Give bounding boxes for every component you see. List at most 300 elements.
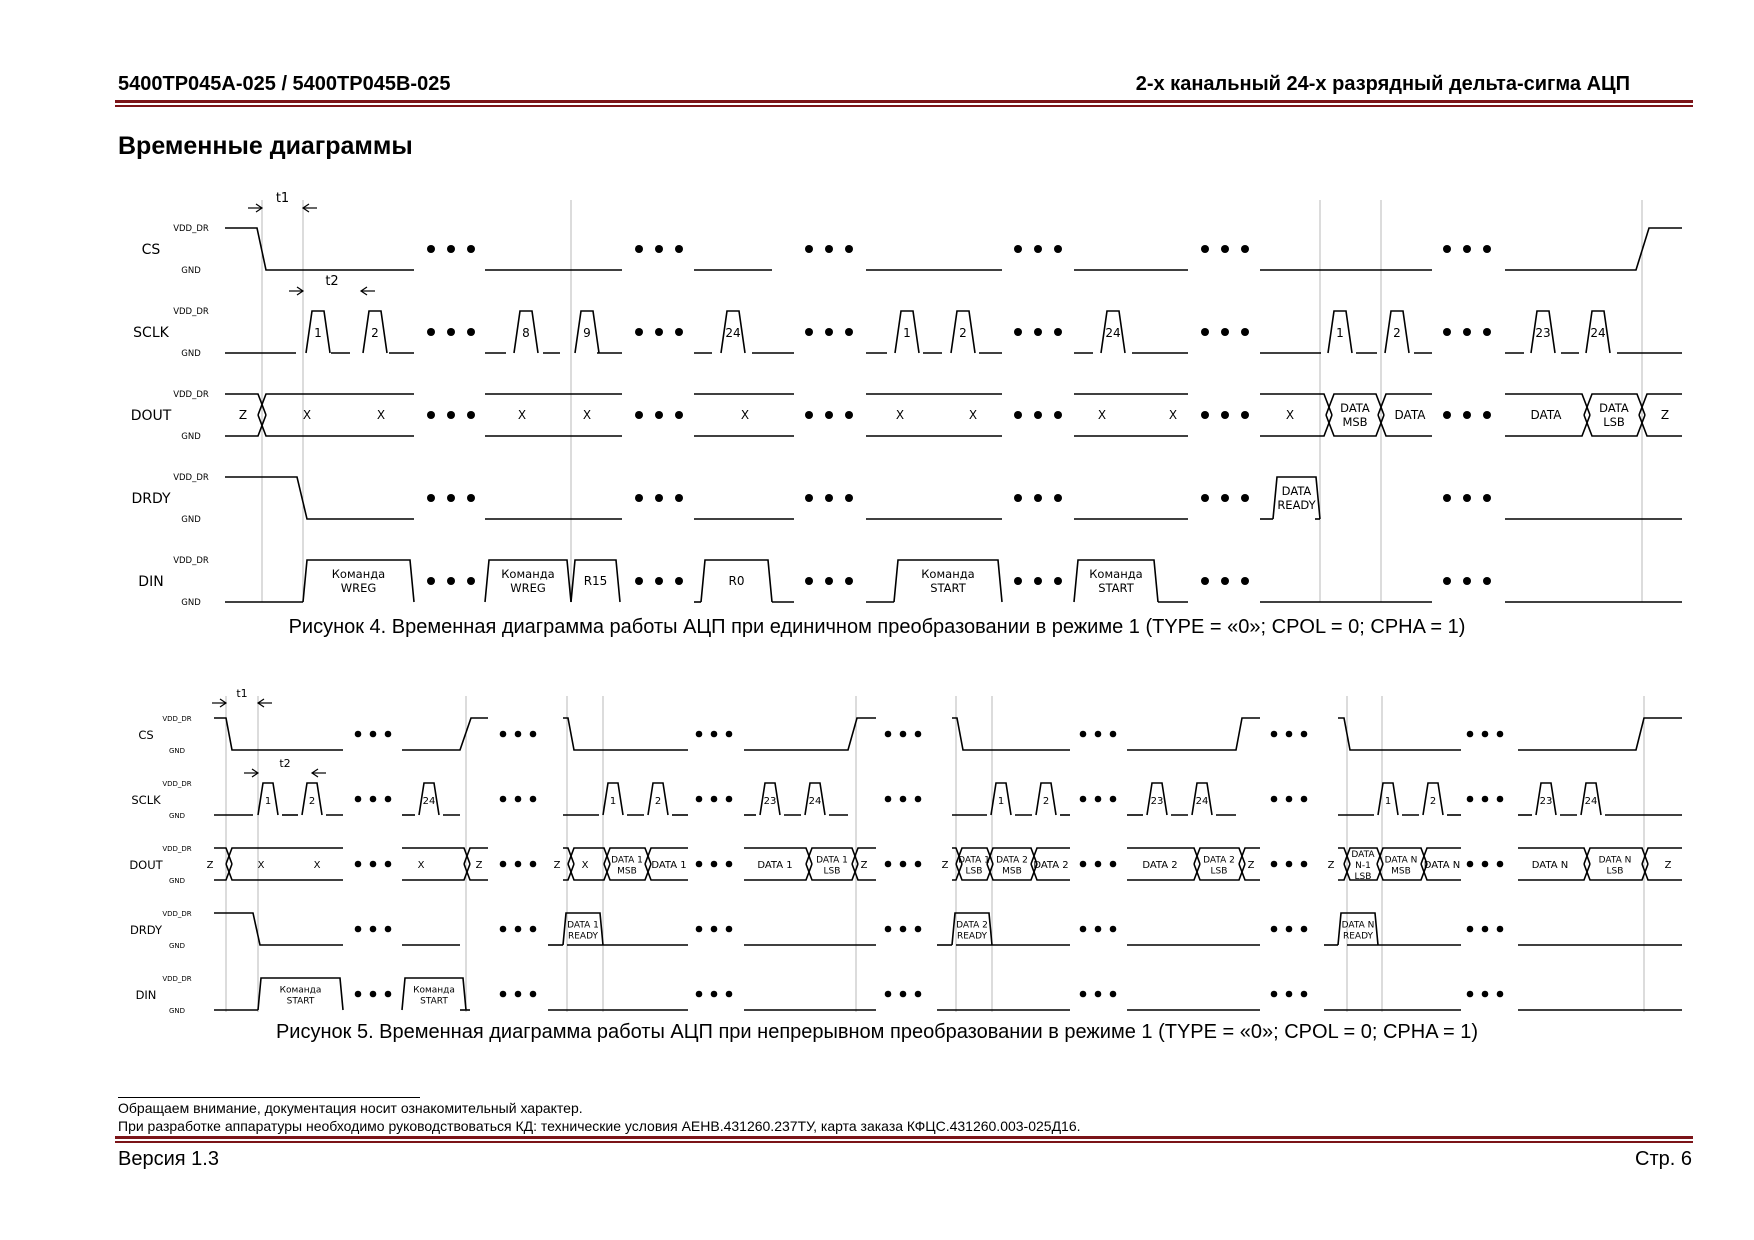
continuation-dot bbox=[1482, 796, 1489, 803]
continuation-dot bbox=[825, 577, 833, 585]
timing-diagram-figure-5 bbox=[0, 686, 1754, 1016]
continuation-dot bbox=[1286, 731, 1293, 738]
waveform-cs bbox=[563, 718, 688, 750]
continuation-dot bbox=[726, 926, 733, 933]
sclk-pulse-label: 2 bbox=[1393, 326, 1401, 340]
header-rule-thin bbox=[115, 105, 1693, 107]
rail-label-gnd: GND bbox=[168, 812, 186, 820]
doc-title: 2-х канальный 24-х разрядный дельта-сигма АЦП bbox=[1135, 73, 1630, 95]
timing-label-t1: t1 bbox=[275, 191, 290, 206]
footnote-line-1: Обращаем внимание, документация носит ознакомительный характер. bbox=[118, 1100, 583, 1116]
sclk-pulse-label: 9 bbox=[583, 326, 591, 340]
dout-value: X bbox=[582, 408, 592, 422]
continuation-dot bbox=[1443, 245, 1451, 253]
figure-5-caption: Рисунок 5. Временная диаграмма работы АЦП при непрерывном преобразовании в режиме 1 (TYPE = «0»; CPOL = 0; CPHA = 1) bbox=[275, 1021, 1479, 1043]
continuation-dot bbox=[447, 245, 455, 253]
rail-label-vdd: VDD_DR bbox=[173, 556, 209, 566]
waveform-cs bbox=[402, 718, 488, 750]
dout-bus-bottom bbox=[226, 864, 343, 880]
dout-value: DATA bbox=[1599, 401, 1629, 415]
continuation-dot bbox=[1482, 926, 1489, 933]
rail-label-vdd: VDD_DR bbox=[162, 975, 192, 983]
continuation-dot bbox=[1054, 411, 1062, 419]
continuation-dot bbox=[900, 861, 907, 868]
continuation-dot bbox=[370, 796, 377, 803]
footnote-rule bbox=[118, 1097, 420, 1098]
dout-bus-top bbox=[402, 848, 470, 864]
signal-name-cs: CS bbox=[141, 242, 161, 258]
continuation-dot bbox=[1014, 577, 1022, 585]
continuation-dot bbox=[515, 861, 522, 868]
dout-value: X bbox=[968, 408, 978, 422]
continuation-dot bbox=[515, 926, 522, 933]
dout-value: DATA N bbox=[1531, 860, 1569, 871]
sclk-pulse-label: 1 bbox=[1336, 326, 1344, 340]
continuation-dot bbox=[1497, 731, 1504, 738]
continuation-dot bbox=[1482, 991, 1489, 998]
continuation-dot bbox=[1201, 328, 1209, 336]
rail-label-vdd: VDD_DR bbox=[162, 910, 192, 918]
din-label: Команда bbox=[279, 985, 322, 996]
dout-value: DATA 1 bbox=[816, 855, 848, 866]
sclk-pulse-label: 23 bbox=[1535, 326, 1551, 340]
dout-bus-top bbox=[1260, 394, 1332, 415]
continuation-dot bbox=[1241, 411, 1249, 419]
continuation-dot bbox=[711, 731, 718, 738]
continuation-dot bbox=[845, 328, 853, 336]
dout-value: DATA N bbox=[1384, 855, 1418, 866]
dout-value: Z bbox=[206, 860, 214, 871]
dout-value: DATA 1 bbox=[651, 860, 687, 871]
continuation-dot bbox=[655, 494, 663, 502]
signal-name-drdy: DRDY bbox=[131, 491, 171, 507]
continuation-dot bbox=[900, 796, 907, 803]
continuation-dot bbox=[1271, 861, 1278, 868]
continuation-dot bbox=[1241, 577, 1249, 585]
continuation-dot bbox=[675, 411, 683, 419]
doc-version: Версия 1.3 bbox=[118, 1148, 219, 1170]
dout-value: LSB bbox=[823, 866, 841, 877]
dout-value: Z bbox=[553, 860, 561, 871]
continuation-dot bbox=[885, 991, 892, 998]
continuation-dot bbox=[825, 245, 833, 253]
continuation-dot bbox=[1286, 991, 1293, 998]
continuation-dot bbox=[1034, 328, 1042, 336]
dout-bus-bottom bbox=[402, 864, 470, 880]
dout-bus-bottom bbox=[258, 415, 414, 436]
waveform-cs bbox=[952, 718, 1070, 750]
continuation-dot bbox=[1221, 411, 1229, 419]
sclk-pulse-label: 24 bbox=[1105, 326, 1121, 340]
continuation-dot bbox=[500, 861, 507, 868]
sclk-pulse-label: 24 bbox=[1584, 796, 1598, 807]
rail-label-gnd: GND bbox=[181, 266, 201, 276]
continuation-dot bbox=[885, 731, 892, 738]
continuation-dot bbox=[355, 991, 362, 998]
continuation-dot bbox=[805, 494, 813, 502]
continuation-dot bbox=[825, 411, 833, 419]
continuation-dot bbox=[711, 861, 718, 868]
dout-value: DATA bbox=[1530, 408, 1562, 422]
dout-value: X bbox=[517, 408, 527, 422]
continuation-dot bbox=[500, 926, 507, 933]
continuation-dot bbox=[900, 991, 907, 998]
continuation-dot bbox=[805, 245, 813, 253]
waveform-cs bbox=[1338, 718, 1461, 750]
dout-value: X bbox=[1285, 408, 1295, 422]
continuation-dot bbox=[1463, 245, 1471, 253]
continuation-dot bbox=[1463, 494, 1471, 502]
sclk-pulse-label: 2 bbox=[1429, 796, 1437, 807]
continuation-dot bbox=[675, 328, 683, 336]
continuation-dot bbox=[515, 991, 522, 998]
continuation-dot bbox=[1271, 796, 1278, 803]
drdy-label: DATA 1 bbox=[567, 920, 599, 931]
dout-bus-top bbox=[1642, 848, 1682, 864]
dout-value: DATA 2 bbox=[1203, 855, 1235, 866]
continuation-dot bbox=[1286, 796, 1293, 803]
continuation-dot bbox=[1301, 926, 1308, 933]
continuation-dot bbox=[515, 731, 522, 738]
continuation-dot bbox=[1221, 328, 1229, 336]
dout-value: MSB bbox=[1391, 866, 1411, 877]
continuation-dot bbox=[1497, 926, 1504, 933]
continuation-dot bbox=[711, 796, 718, 803]
timing-diagram-figure-4 bbox=[0, 180, 1754, 620]
sclk-pulse-label: 24 bbox=[1195, 796, 1209, 807]
continuation-dot bbox=[1482, 731, 1489, 738]
continuation-dot bbox=[726, 991, 733, 998]
sclk-pulse-label: 24 bbox=[725, 326, 741, 340]
dout-value: LSB bbox=[1210, 866, 1228, 877]
continuation-dot bbox=[1080, 861, 1087, 868]
dout-value: X bbox=[1097, 408, 1107, 422]
continuation-dot bbox=[635, 577, 643, 585]
continuation-dot bbox=[845, 245, 853, 253]
footnote-line-2: При разработке аппаратуры необходимо руководствоваться КД: технические условия АЕНВ.431260.237ТУ, карта заказа КФЦС.431260.003-025Д16. bbox=[118, 1118, 1081, 1134]
dout-value: X bbox=[376, 408, 386, 422]
continuation-dot bbox=[1443, 494, 1451, 502]
dout-value: DATA 1 bbox=[757, 860, 793, 871]
drdy-label: READY bbox=[567, 931, 599, 942]
rail-label-vdd: VDD_DR bbox=[173, 473, 209, 483]
dout-value: Z bbox=[1660, 408, 1670, 422]
dout-value: N-1 bbox=[1355, 861, 1371, 871]
din-label: WREG bbox=[510, 581, 546, 595]
continuation-dot bbox=[1286, 926, 1293, 933]
din-label: Команда bbox=[413, 985, 455, 996]
drdy-label: DATA bbox=[1281, 484, 1312, 498]
drdy-label: READY bbox=[1342, 931, 1374, 942]
continuation-dot bbox=[1483, 245, 1491, 253]
dout-bus-top bbox=[568, 848, 610, 864]
dout-value: X bbox=[417, 860, 425, 871]
continuation-dot bbox=[1054, 577, 1062, 585]
dout-value: X bbox=[302, 408, 312, 422]
continuation-dot bbox=[1034, 577, 1042, 585]
continuation-dot bbox=[1080, 926, 1087, 933]
continuation-dot bbox=[427, 577, 435, 585]
dout-value: X bbox=[581, 860, 589, 871]
continuation-dot bbox=[915, 796, 922, 803]
dout-value: DATA 1 bbox=[958, 855, 990, 866]
continuation-dot bbox=[885, 861, 892, 868]
continuation-dot bbox=[355, 796, 362, 803]
rail-label-gnd: GND bbox=[168, 942, 186, 950]
continuation-dot bbox=[447, 577, 455, 585]
section-title: Временные диаграммы bbox=[118, 132, 413, 160]
continuation-dot bbox=[385, 731, 392, 738]
continuation-dot bbox=[1095, 861, 1102, 868]
footer-rule-thin bbox=[115, 1141, 1693, 1143]
continuation-dot bbox=[655, 328, 663, 336]
dout-value: X bbox=[257, 860, 265, 871]
continuation-dot bbox=[467, 494, 475, 502]
continuation-dot bbox=[530, 731, 537, 738]
dout-value: X bbox=[895, 408, 905, 422]
dout-bus-bottom bbox=[1642, 864, 1682, 880]
dout-value: MSB bbox=[617, 866, 637, 877]
continuation-dot bbox=[500, 731, 507, 738]
signal-name-dout: DOUT bbox=[130, 408, 172, 424]
continuation-dot bbox=[675, 245, 683, 253]
continuation-dot bbox=[885, 926, 892, 933]
dout-bus-bottom bbox=[1260, 415, 1332, 436]
dout-value: DATA bbox=[1340, 401, 1370, 415]
continuation-dot bbox=[500, 796, 507, 803]
continuation-dot bbox=[385, 991, 392, 998]
dout-bus-top bbox=[258, 394, 414, 415]
dout-value: MSB bbox=[1002, 866, 1022, 877]
dout-value: DATA bbox=[1351, 850, 1375, 860]
continuation-dot bbox=[805, 328, 813, 336]
continuation-dot bbox=[900, 926, 907, 933]
dout-value: LSB bbox=[1603, 415, 1625, 429]
continuation-dot bbox=[1110, 926, 1117, 933]
rail-label-vdd: VDD_DR bbox=[162, 715, 192, 723]
continuation-dot bbox=[447, 328, 455, 336]
sclk-pulse-label: 23 bbox=[763, 796, 777, 807]
sclk-pulse-label: 2 bbox=[308, 796, 316, 807]
dout-value: Z bbox=[475, 860, 483, 871]
waveform-drdy bbox=[214, 913, 343, 945]
continuation-dot bbox=[1054, 245, 1062, 253]
continuation-dot bbox=[696, 926, 703, 933]
rail-label-gnd: GND bbox=[181, 515, 201, 525]
continuation-dot bbox=[1014, 494, 1022, 502]
continuation-dot bbox=[825, 494, 833, 502]
dout-bus-top bbox=[226, 848, 343, 864]
continuation-dot bbox=[1467, 926, 1474, 933]
din-label: Команда bbox=[921, 567, 975, 581]
din-label: WREG bbox=[340, 581, 377, 595]
continuation-dot bbox=[696, 731, 703, 738]
continuation-dot bbox=[1201, 494, 1209, 502]
din-label: Команда bbox=[501, 567, 555, 581]
continuation-dot bbox=[1201, 411, 1209, 419]
rail-label-gnd: GND bbox=[181, 432, 201, 442]
drdy-label: DATA 2 bbox=[956, 920, 988, 931]
page-number: Стр. 6 bbox=[1635, 1148, 1692, 1170]
continuation-dot bbox=[1301, 731, 1308, 738]
continuation-dot bbox=[355, 731, 362, 738]
dout-value: DATA 2 bbox=[1033, 860, 1069, 871]
timing-label-t2: t2 bbox=[279, 757, 291, 770]
continuation-dot bbox=[515, 796, 522, 803]
continuation-dot bbox=[825, 328, 833, 336]
din-label: START bbox=[930, 581, 966, 595]
continuation-dot bbox=[845, 577, 853, 585]
continuation-dot bbox=[1286, 861, 1293, 868]
signal-name-sclk: SCLK bbox=[131, 793, 161, 807]
sclk-pulse-label: 1 bbox=[997, 796, 1005, 807]
continuation-dot bbox=[675, 494, 683, 502]
continuation-dot bbox=[1241, 328, 1249, 336]
continuation-dot bbox=[1483, 328, 1491, 336]
sclk-pulse-label: 1 bbox=[1384, 796, 1392, 807]
continuation-dot bbox=[500, 991, 507, 998]
continuation-dot bbox=[355, 926, 362, 933]
din-label: START bbox=[1098, 581, 1134, 595]
continuation-dot bbox=[1110, 991, 1117, 998]
continuation-dot bbox=[467, 328, 475, 336]
din-label: R15 bbox=[583, 574, 608, 588]
continuation-dot bbox=[726, 861, 733, 868]
continuation-dot bbox=[1221, 245, 1229, 253]
continuation-dot bbox=[635, 494, 643, 502]
sclk-pulse-label: 24 bbox=[1590, 326, 1606, 340]
continuation-dot bbox=[1034, 494, 1042, 502]
continuation-dot bbox=[1095, 731, 1102, 738]
continuation-dot bbox=[915, 731, 922, 738]
continuation-dot bbox=[1110, 796, 1117, 803]
signal-name-sclk: SCLK bbox=[133, 325, 169, 341]
signal-name-dout: DOUT bbox=[129, 858, 163, 872]
dout-value: DATA 1 bbox=[611, 855, 643, 866]
dout-value: X bbox=[313, 860, 321, 871]
waveform-cs bbox=[1518, 718, 1682, 750]
figure-4-caption: Рисунок 4. Временная диаграмма работы АЦП при единичном преобразовании в режиме 1 (TYPE = «0»; CPOL = 0; CPHA = 1) bbox=[288, 616, 1466, 638]
dout-value: Z bbox=[1327, 860, 1335, 871]
continuation-dot bbox=[385, 926, 392, 933]
continuation-dot bbox=[1221, 577, 1229, 585]
continuation-dot bbox=[1014, 245, 1022, 253]
dout-bus-bottom bbox=[1338, 864, 1350, 880]
continuation-dot bbox=[675, 577, 683, 585]
dout-value: Z bbox=[1247, 860, 1255, 871]
continuation-dot bbox=[635, 245, 643, 253]
continuation-dot bbox=[635, 328, 643, 336]
continuation-dot bbox=[1497, 991, 1504, 998]
drdy-label: READY bbox=[1277, 498, 1316, 512]
continuation-dot bbox=[805, 411, 813, 419]
continuation-dot bbox=[1271, 991, 1278, 998]
continuation-dot bbox=[915, 991, 922, 998]
signal-name-din: DIN bbox=[138, 574, 164, 590]
continuation-dot bbox=[467, 577, 475, 585]
sclk-pulse-label: 24 bbox=[422, 796, 436, 807]
header-rule bbox=[115, 100, 1693, 103]
continuation-dot bbox=[915, 861, 922, 868]
continuation-dot bbox=[447, 411, 455, 419]
drdy-label: READY bbox=[956, 931, 988, 942]
continuation-dot bbox=[1301, 861, 1308, 868]
continuation-dot bbox=[427, 494, 435, 502]
waveform-drdy bbox=[225, 477, 414, 519]
doc-part-number: 5400ТР045А-025 / 5400ТР045В-025 bbox=[118, 73, 451, 95]
timing-label-t2: t2 bbox=[325, 274, 339, 289]
continuation-dot bbox=[711, 991, 718, 998]
din-label: START bbox=[420, 996, 448, 1007]
signal-name-din: DIN bbox=[135, 988, 157, 1002]
sclk-pulse-label: 1 bbox=[609, 796, 617, 807]
continuation-dot bbox=[1201, 245, 1209, 253]
continuation-dot bbox=[655, 245, 663, 253]
dout-value: DATA bbox=[1394, 408, 1426, 422]
continuation-dot bbox=[1110, 861, 1117, 868]
continuation-dot bbox=[1080, 796, 1087, 803]
continuation-dot bbox=[1110, 731, 1117, 738]
dout-value: LSB bbox=[1606, 866, 1624, 877]
waveform-cs bbox=[1127, 718, 1260, 750]
continuation-dot bbox=[427, 328, 435, 336]
dout-value: DATA N bbox=[1598, 855, 1632, 866]
sclk-pulse-label: 2 bbox=[654, 796, 662, 807]
continuation-dot bbox=[370, 991, 377, 998]
continuation-dot bbox=[1483, 411, 1491, 419]
continuation-dot bbox=[696, 861, 703, 868]
continuation-dot bbox=[1467, 731, 1474, 738]
continuation-dot bbox=[845, 494, 853, 502]
continuation-dot bbox=[427, 411, 435, 419]
continuation-dot bbox=[467, 411, 475, 419]
dout-value: LSB bbox=[965, 866, 983, 877]
sclk-pulse-label: 24 bbox=[808, 796, 822, 807]
continuation-dot bbox=[1080, 991, 1087, 998]
continuation-dot bbox=[1241, 494, 1249, 502]
continuation-dot bbox=[1014, 328, 1022, 336]
dout-value: X bbox=[1168, 408, 1178, 422]
continuation-dot bbox=[530, 991, 537, 998]
continuation-dot bbox=[885, 796, 892, 803]
continuation-dot bbox=[370, 861, 377, 868]
continuation-dot bbox=[1483, 577, 1491, 585]
waveform-cs bbox=[1505, 228, 1682, 270]
dout-value: DATA 2 bbox=[996, 855, 1028, 866]
continuation-dot bbox=[726, 796, 733, 803]
continuation-dot bbox=[696, 991, 703, 998]
continuation-dot bbox=[1467, 861, 1474, 868]
continuation-dot bbox=[1014, 411, 1022, 419]
dout-value: Z bbox=[1664, 860, 1672, 871]
continuation-dot bbox=[1463, 328, 1471, 336]
dout-value: Z bbox=[860, 860, 868, 871]
dout-bus-top bbox=[1338, 848, 1350, 864]
continuation-dot bbox=[385, 861, 392, 868]
din-label: Команда bbox=[1089, 567, 1143, 581]
timing-label-t1: t1 bbox=[236, 687, 248, 700]
continuation-dot bbox=[1482, 861, 1489, 868]
continuation-dot bbox=[1201, 577, 1209, 585]
dout-value: MSB bbox=[1342, 415, 1368, 429]
dout-value: LSB bbox=[1354, 872, 1372, 882]
dout-value: Z bbox=[238, 408, 248, 422]
continuation-dot bbox=[1034, 411, 1042, 419]
din-label: Команда bbox=[331, 567, 386, 581]
rail-label-gnd: GND bbox=[181, 349, 201, 359]
rail-label-vdd: VDD_DR bbox=[173, 224, 209, 234]
continuation-dot bbox=[726, 731, 733, 738]
